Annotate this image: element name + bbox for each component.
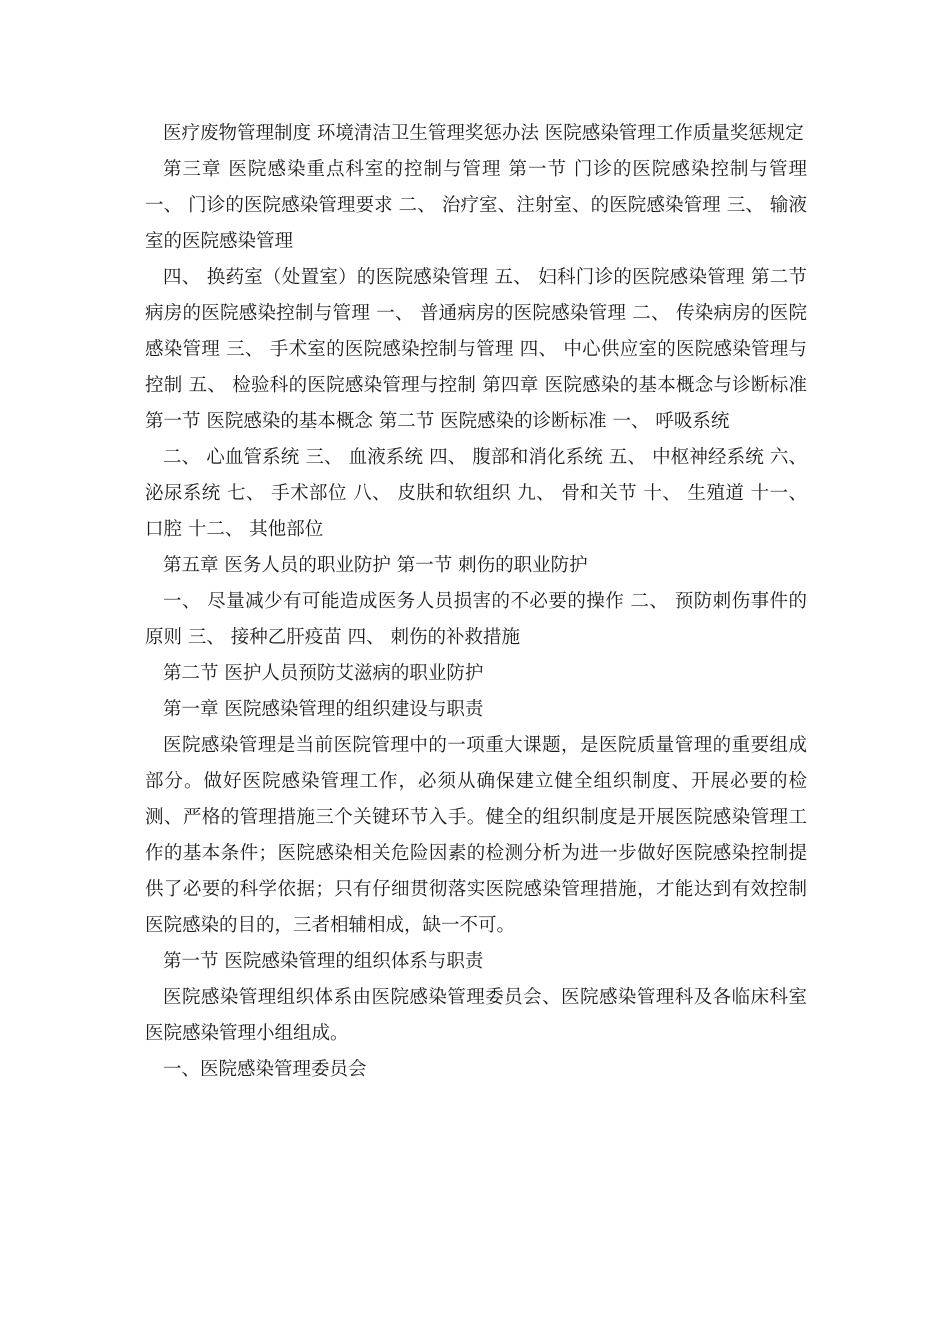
heading-chapter-1: 第一章 医院感染管理的组织建设与职责 [163, 699, 484, 720]
heading-committee: 一、医院感染管理委员会 [163, 1059, 367, 1080]
paragraph-chapter-3-4-outline: 四、 换药室（处置室）的医院感染管理 五、 妇科门诊的医院感染管理 第二节 病房的医院感染控制与管理 一、 普通病房的医院感染管理 二、 传染病房的医院感染管理 三、 手术室的医院感染控制与管理 四、 中心供应室的医院感染管理与控制 五、 检验科的医院感染管理与控制 第四章 医院感染的基本概念与诊断标准 第一节 医院感染的基本概念 第二节 医院感染的诊断标准 一、 呼吸系统 [145, 267, 807, 432]
heading-section-2-aids: 第二节 医护人员预防艾滋病的职业防护 [163, 663, 484, 684]
paragraph-medical-waste-rules: 医疗废物管理制度 环境清洁卫生管理奖惩办法 医院感染管理工作质量奖惩规定 [163, 123, 804, 144]
paragraph-needlestick-measures: 一、 尽量减少有可能造成医务人员损害的不必要的操作 二、 预防刺伤事件的原则 三、 接种乙肝疫苗 四、 刺伤的补救措施 [145, 591, 807, 648]
heading-chapter-5: 第五章 医务人员的职业防护 第一节 刺伤的职业防护 [163, 555, 588, 576]
heading-section-1-organization: 第一节 医院感染管理的组织体系与职责 [163, 951, 484, 972]
paragraph-chapter-3-outline: 第三章 医院感染重点科室的控制与管理 第一节 门诊的医院感染控制与管理 一、 门诊的医院感染管理要求 二、 治疗室、注射室、的医院感染管理 三、 输液室的医院感染管理 [145, 159, 807, 252]
paragraph-diagnosis-systems-list: 二、 心血管系统 三、 血液系统 四、 腹部和消化系统 五、 中枢神经系统 六、 泌尿系统 七、 手术部位 八、 皮肤和软组织 九、 骨和关节 十、 生殖道 十一、 口腔 十二、 其他部位 [145, 447, 807, 540]
paragraph-organization-system: 医院感染管理组织体系由医院感染管理委员会、医院感染管理科及各临床科室医院感染管理小组组成。 [145, 987, 807, 1044]
paragraph-chapter-1-intro: 医院感染管理是当前医院管理中的一项重大课题，是医院质量管理的重要组成部分。做好医院感染管理工作，必须从确保建立健全组织制度、开展必要的检测、严格的管理措施三个关键环节入手。健全的组织制度是开展医院感染管理工作的基本条件；医院感染相关危险因素的检测分析为进一步做好医院感染控制提供了必要的科学依据；只有仔细贯彻落实医院感染管理措施，才能达到有效控制医院感染的目的，三者相辅相成，缺一不可。 [145, 735, 807, 936]
document-body [145, 116, 807, 1088]
